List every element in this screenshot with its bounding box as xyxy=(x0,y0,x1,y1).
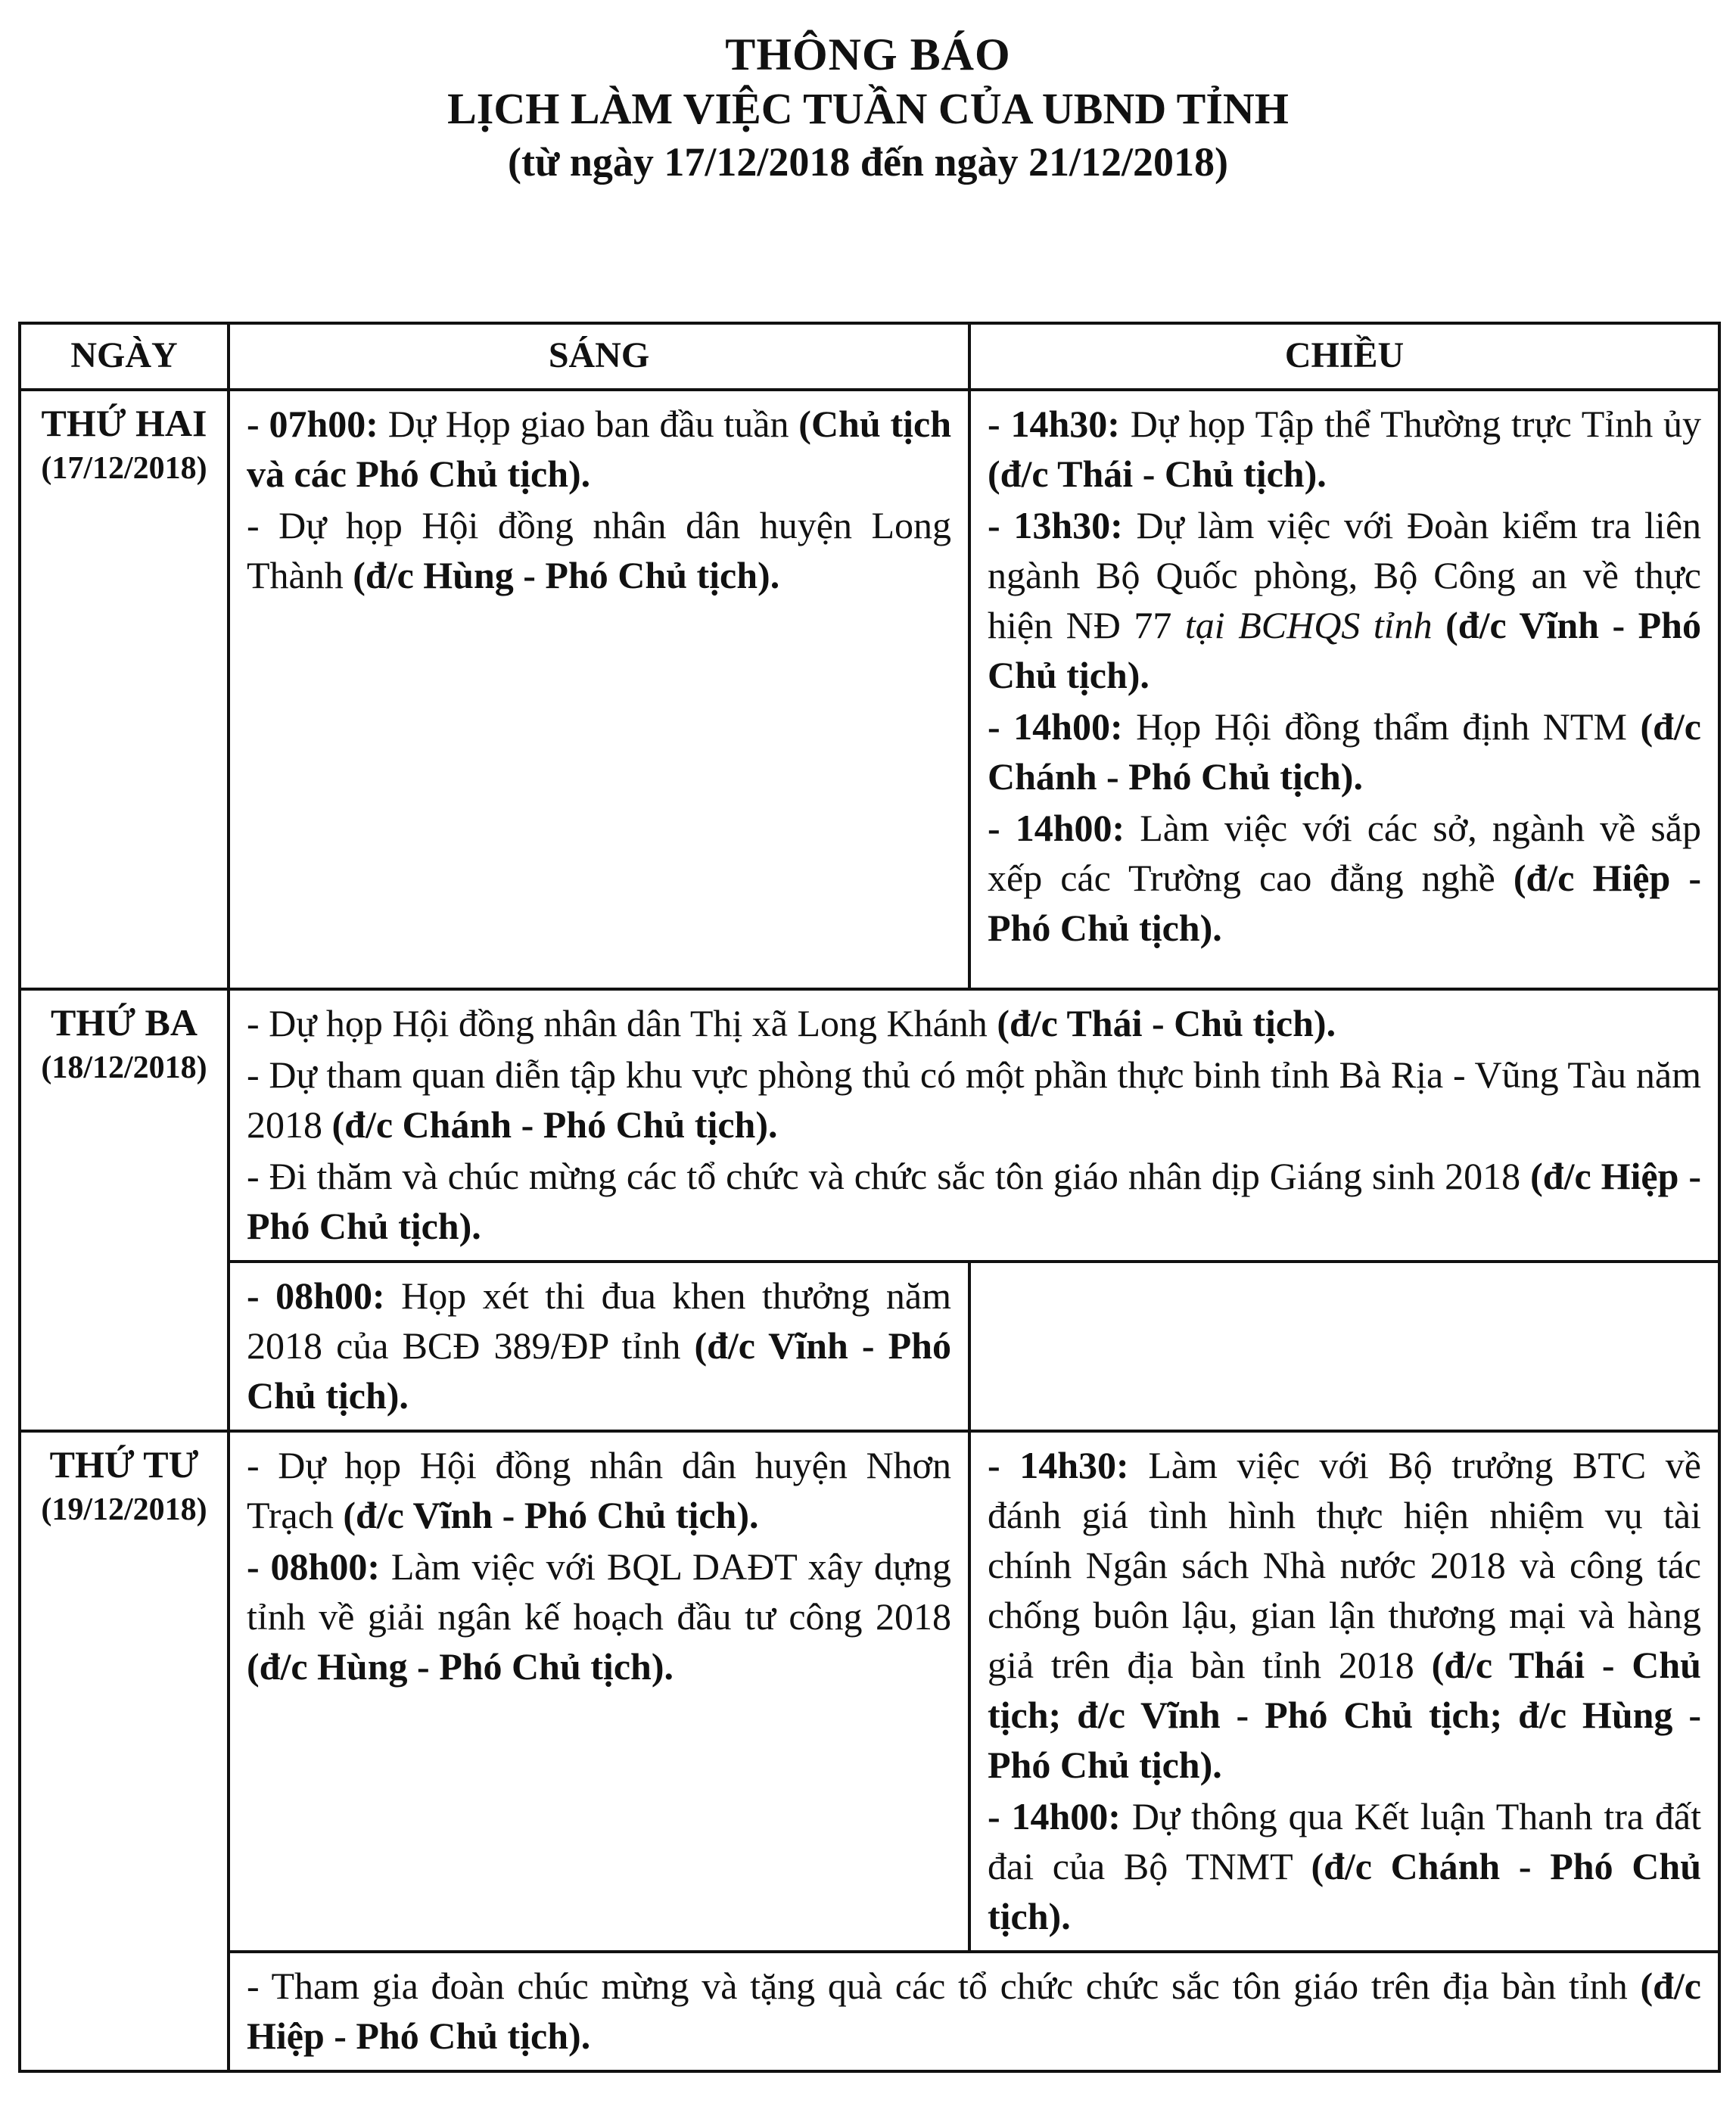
item-who: (đ/c Hùng - Phó Chủ tịch). xyxy=(247,1645,674,1688)
item-text: Làm việc với BQL DAĐT xây dựng tỉnh về giải ngân kế hoạch đầu tư công 2018 xyxy=(247,1545,951,1638)
table-row xyxy=(20,1431,1719,1952)
item-time: - 08h00: xyxy=(247,1274,385,1317)
item-who: (Chủ tịch và các Phó Chủ tịch). xyxy=(247,403,952,495)
fullday-cell xyxy=(229,989,1719,1262)
item-time: - 14h30: xyxy=(988,1444,1129,1486)
item-who: (đ/c Vĩnh - Phó Chủ tịch). xyxy=(988,604,1701,696)
day-cell xyxy=(20,1431,229,2071)
list-item xyxy=(247,1271,951,1420)
morning-cell xyxy=(229,1262,969,1431)
item-time: - 14h30: xyxy=(988,403,1120,445)
fullday-cell xyxy=(229,1952,1719,2071)
item-who: (đ/c Vĩnh - Phó Chủ tịch). xyxy=(343,1494,759,1536)
item-text: Họp xét thi đua khen thưởng năm 2018 của BCĐ 389/ĐP tỉnh xyxy=(247,1274,951,1367)
col-header-morning: SÁNG xyxy=(229,323,969,390)
header-row xyxy=(20,323,1719,390)
doc-date-range: (từ ngày 17/12/2018 đến ngày 21/12/2018) xyxy=(508,139,1228,185)
afternoon-cell xyxy=(969,390,1719,989)
item-who: (đ/c Hiệp - Phó Chủ tịch). xyxy=(247,1155,1701,1247)
item-time: - 08h00: xyxy=(247,1545,381,1588)
list-item xyxy=(988,399,1701,499)
afternoon-cell xyxy=(969,1431,1719,1952)
item-who: (đ/c Hiệp - Phó Chủ tịch). xyxy=(988,857,1701,949)
item-time: - 14h00: xyxy=(988,705,1123,748)
list-item xyxy=(247,1961,1701,2061)
item-time: - 14h00: xyxy=(988,807,1125,849)
list-item xyxy=(988,500,1701,700)
day-date: (19/12/2018) xyxy=(41,1492,207,1527)
morning-cell xyxy=(229,1431,969,1952)
item-who: (đ/c Thái - Chủ tịch). xyxy=(997,1002,1336,1044)
list-item xyxy=(247,1440,951,1540)
day-cell xyxy=(20,989,229,1431)
item-text: - Dự họp Hội đồng nhân dân Thị xã Long Khánh xyxy=(247,1002,997,1044)
list-item xyxy=(988,1440,1701,1790)
item-text: - Dự họp Hội đồng nhân dân huyện Long Thành xyxy=(247,504,951,596)
item-who: (đ/c Chánh - Phó Chủ tịch). xyxy=(988,705,1701,798)
day-cell xyxy=(20,390,229,989)
day-name: THỨ TƯ xyxy=(49,1443,199,1486)
item-who: (đ/c Hiệp - Phó Chủ tịch). xyxy=(247,1965,1701,2057)
item-time: - 13h30: xyxy=(988,504,1123,546)
item-text: Dự Họp giao ban đầu tuần xyxy=(378,403,799,445)
list-item xyxy=(247,399,951,499)
day-date: (17/12/2018) xyxy=(41,451,207,486)
day-name: THỨ BA xyxy=(51,1001,198,1044)
table-row xyxy=(20,1262,1719,1431)
document-header xyxy=(0,27,1736,188)
schedule-table xyxy=(18,322,1721,2073)
table-row xyxy=(20,390,1719,989)
item-text: - Dự tham quan diễn tập khu vực phòng thủ có một phần thực binh tỉnh Bà Rịa - Vũng Tàu năm 2018 xyxy=(247,1053,1701,1146)
afternoon-cell xyxy=(969,1262,1719,1431)
list-item xyxy=(247,1050,1701,1150)
item-time: - 07h00: xyxy=(247,403,378,445)
list-item xyxy=(988,702,1701,801)
col-header-day: NGÀY xyxy=(20,323,229,390)
item-text: Dự làm việc với Đoàn kiểm tra liên ngành Bộ Quốc phòng, Bộ Công an về thực hiện NĐ 77 xyxy=(988,504,1702,646)
list-item xyxy=(988,1791,1701,1941)
item-text: Làm việc với Bộ trưởng BTC về đánh giá tình hình thực hiện nhiệm vụ tài chính Ngân sách Nhà nước 2018 và công tác chống buôn lậu, gian lận thương mại và hàng giả trên địa bàn tỉnh 2018 xyxy=(988,1444,1702,1686)
item-text: - Dự họp Hội đồng nhân dân huyện Nhơn Trạch xyxy=(247,1444,951,1536)
list-item xyxy=(247,500,951,600)
day-date: (18/12/2018) xyxy=(41,1050,207,1085)
item-who: (đ/c Chánh - Phó Chủ tịch). xyxy=(988,1845,1701,1937)
col-header-afternoon: CHIỀU xyxy=(969,323,1719,390)
item-text: - Tham gia đoàn chúc mừng và tặng quà các tổ chức chức sắc tôn giáo trên địa bàn tỉnh xyxy=(247,1965,1641,2007)
doc-subtitle: LỊCH LÀM VIỆC TUẦN CỦA UBND TỈNH xyxy=(447,84,1289,133)
item-who: (đ/c Thái - Chủ tịch). xyxy=(988,453,1327,495)
item-text: Dự thông qua Kết luận Thanh tra đất đai của Bộ TNMT xyxy=(988,1795,1702,1887)
list-item xyxy=(988,803,1701,953)
doc-title: THÔNG BÁO xyxy=(725,30,1011,79)
item-who: (đ/c Thái - Chủ tịch; đ/c Vĩnh - Phó Chủ tịch; đ/c Hùng - Phó Chủ tịch). xyxy=(988,1644,1701,1786)
item-place: tại BCHQS tỉnh xyxy=(1184,604,1433,646)
list-item xyxy=(247,1151,1701,1251)
item-time: - 14h00: xyxy=(988,1795,1121,1837)
morning-cell xyxy=(229,390,969,989)
table-row xyxy=(20,1952,1719,2071)
item-text: Họp Hội đồng thẩm định NTM xyxy=(1122,705,1641,748)
day-name: THỨ HAI xyxy=(41,402,207,444)
item-text: Làm việc với các sở, ngành về sắp xếp các Trường cao đẳng nghề xyxy=(988,807,1702,899)
item-who: (đ/c Chánh - Phó Chủ tịch). xyxy=(331,1103,778,1146)
item-who: (đ/c Vĩnh - Phó Chủ tịch). xyxy=(247,1324,951,1417)
item-who: (đ/c Hùng - Phó Chủ tịch). xyxy=(353,554,780,596)
item-text: Dự họp Tập thể Thường trực Tỉnh ủy xyxy=(1119,403,1702,445)
list-item xyxy=(247,998,1701,1048)
list-item xyxy=(247,1542,951,1691)
item-text: - Đi thăm và chúc mừng các tổ chức và chức sắc tôn giáo nhân dịp Giáng sinh 2018 xyxy=(247,1155,1531,1197)
table-row xyxy=(20,989,1719,1262)
